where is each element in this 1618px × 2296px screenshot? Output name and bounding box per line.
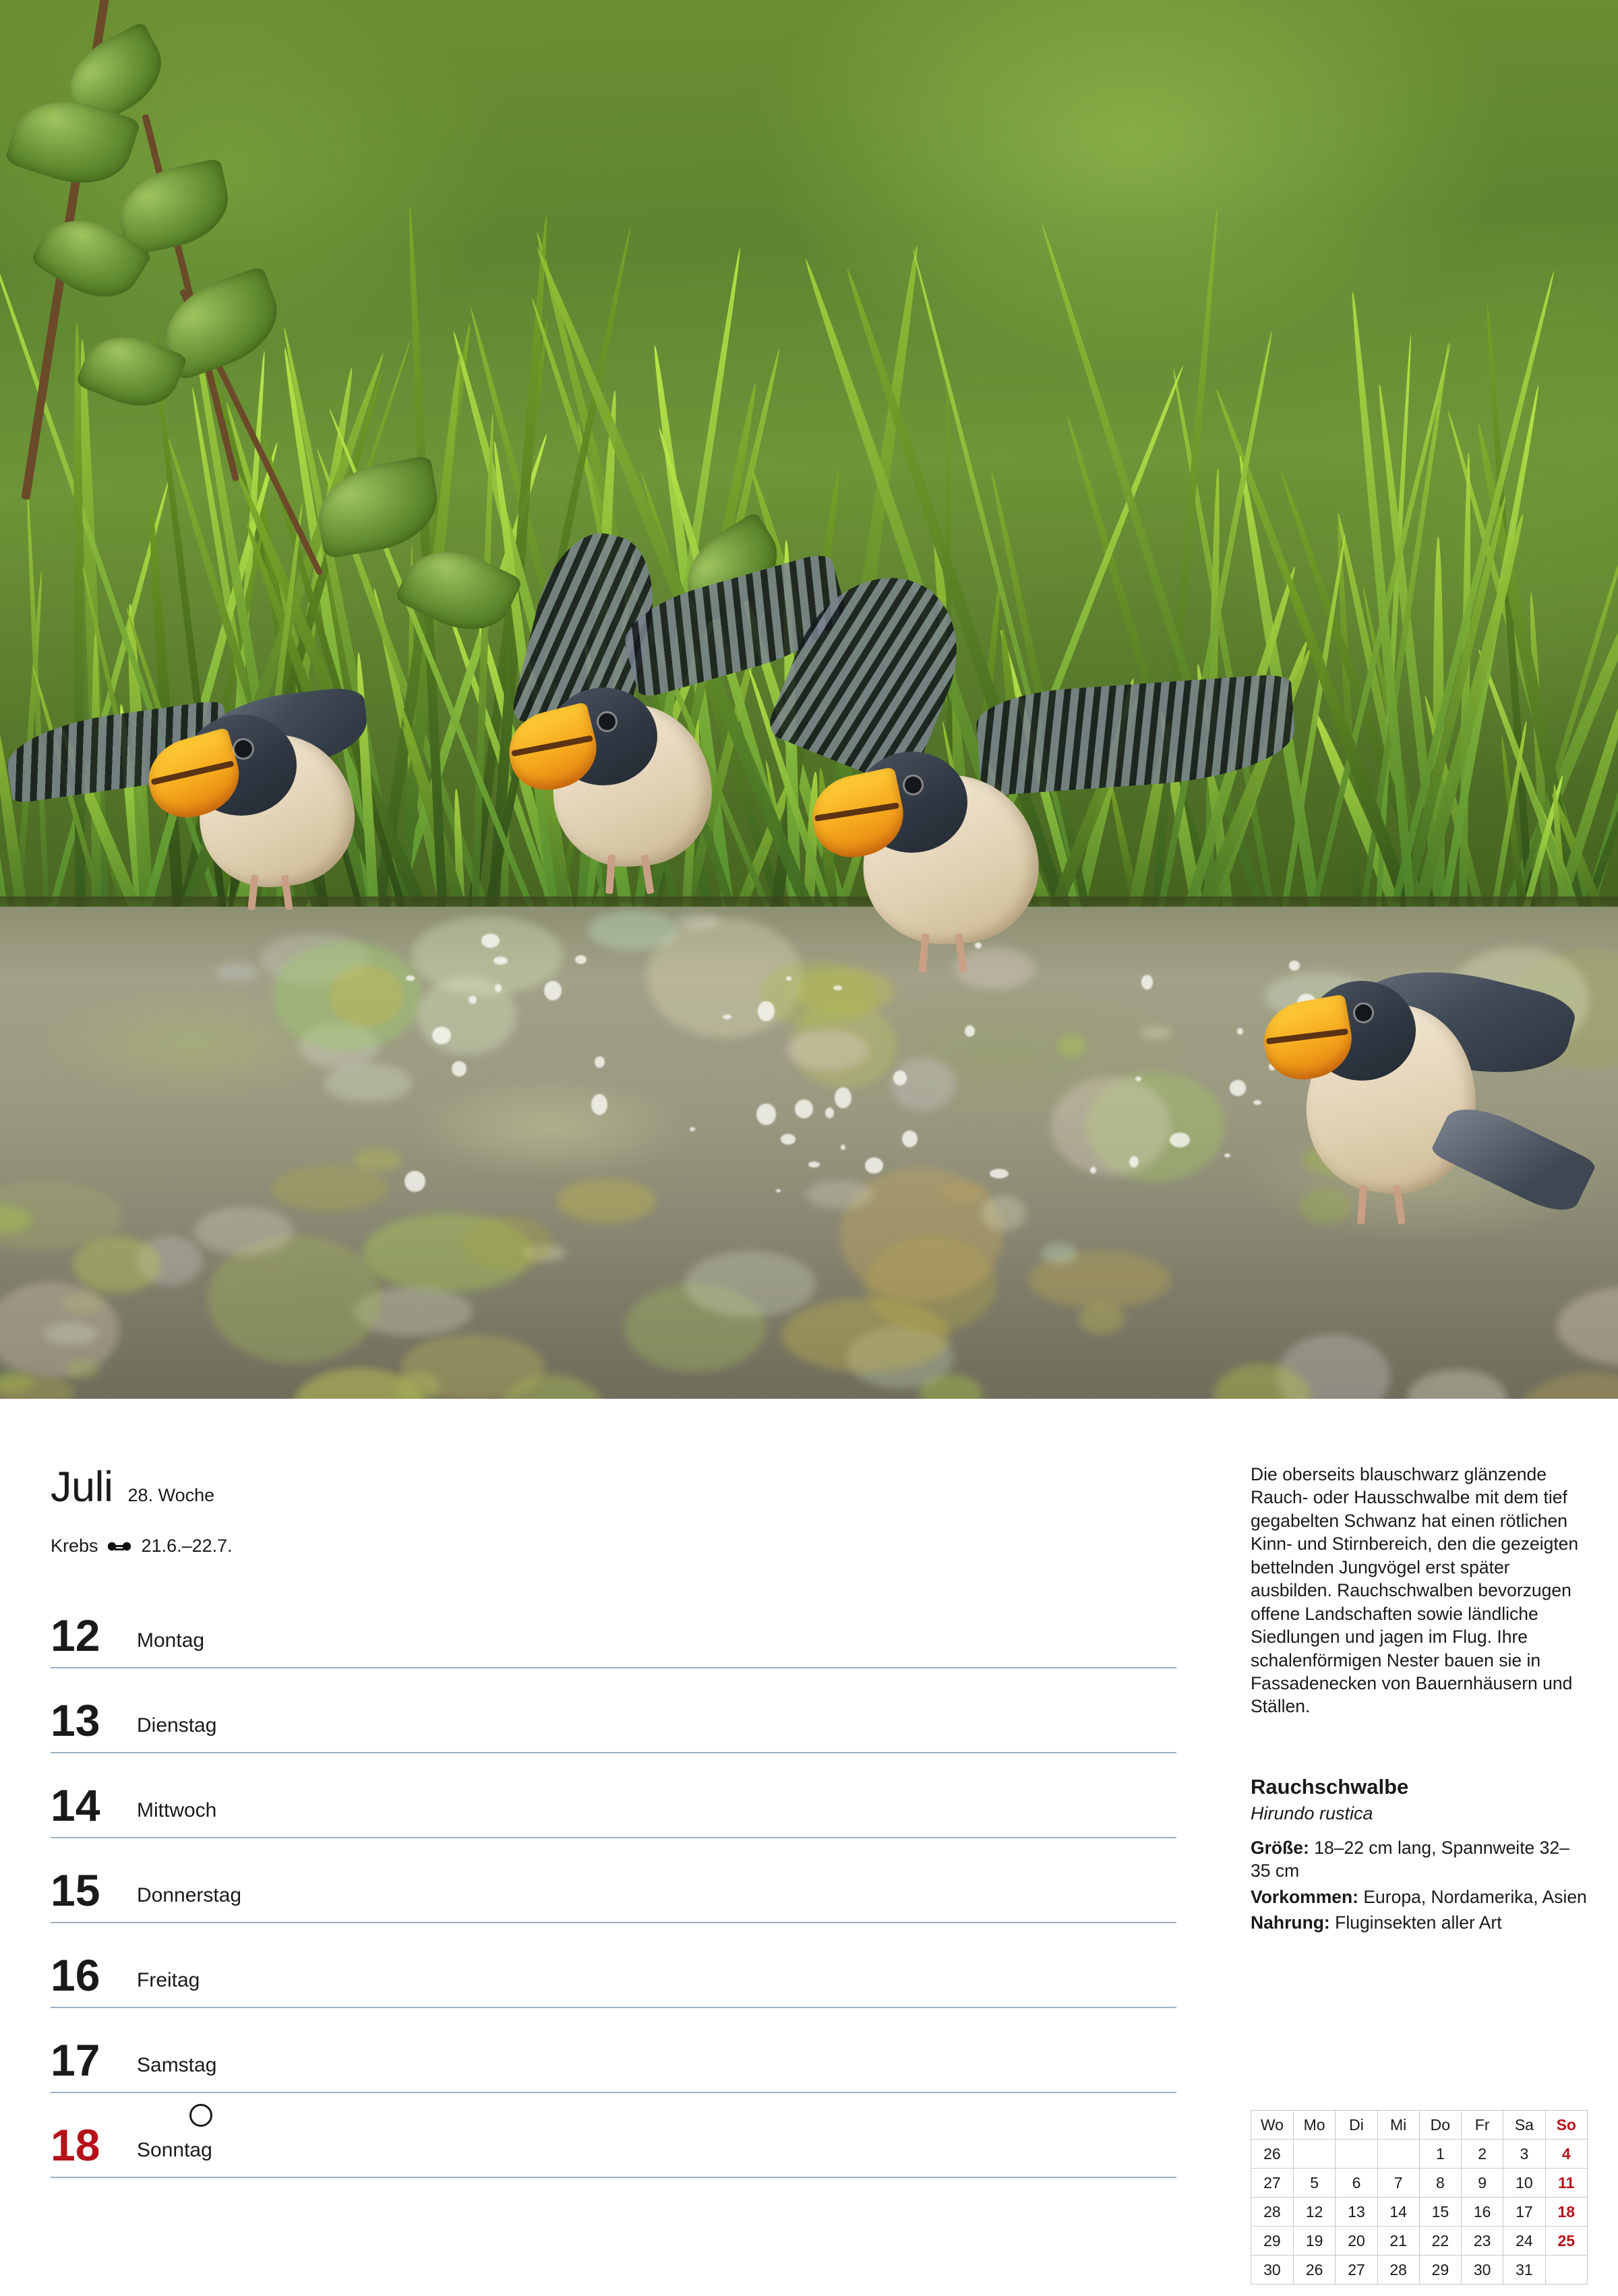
lichen-patch [0, 1376, 75, 1399]
lichen-patch [1408, 1370, 1507, 1399]
mini-calendar-day-cell[interactable]: 4 [1545, 2140, 1587, 2169]
mini-calendar-row [1251, 2227, 1588, 2256]
eye [599, 713, 616, 730]
mini-calendar-header-cell: Sa [1503, 2111, 1545, 2140]
swallow-fledgling-4 [1234, 924, 1611, 1281]
lichen-patch [938, 1183, 988, 1201]
mini-calendar-day-cell[interactable] [1293, 2140, 1336, 2169]
day-number: 16 [51, 1950, 100, 2000]
lichen-patch [353, 1149, 401, 1172]
wall-speck [902, 1130, 918, 1147]
lichen-patch [463, 1216, 552, 1270]
fact-row [1251, 1911, 1588, 1934]
lichen-patch [417, 977, 516, 1055]
wall-speck [865, 1157, 883, 1174]
mini-calendar-row [1251, 2140, 1588, 2169]
lichen-patch [684, 1251, 816, 1317]
wall-speck [893, 1070, 907, 1085]
fact-label: Größe: [1251, 1837, 1309, 1858]
wall-speck [835, 1087, 851, 1108]
day-list [51, 1583, 1176, 2178]
zodiac-row [51, 1536, 1176, 1557]
day-row[interactable] [51, 1923, 1176, 2008]
fact-value: 18–22 cm lang, Spannweite 32–35 cm [1251, 1837, 1569, 1881]
wall-speck [795, 1099, 814, 1118]
mini-calendar-day-cell[interactable]: 19 [1293, 2227, 1336, 2256]
mini-calendar-day-cell[interactable]: 29 [1419, 2256, 1461, 2285]
lichen-patch [786, 1030, 868, 1070]
mini-calendar-day-cell[interactable]: 1 [1419, 2140, 1461, 2169]
mini-calendar-day-cell[interactable]: 20 [1336, 2227, 1377, 2256]
lichen-patch [1051, 1077, 1171, 1176]
leg [1357, 1185, 1367, 1225]
mini-calendar-day-cell[interactable]: 23 [1462, 2227, 1503, 2256]
lichen-patch [0, 1282, 119, 1378]
day-name: Donnerstag [137, 1884, 242, 1906]
lichen-patch [324, 1063, 412, 1102]
mini-calendar-day-cell[interactable]: 24 [1503, 2227, 1545, 2256]
lichen-patch [1058, 1035, 1086, 1056]
day-name: Freitag [137, 1969, 200, 1991]
lichen-patch [806, 1180, 874, 1209]
wall-speck [756, 1104, 776, 1125]
mini-calendar-header-cell: Do [1419, 2111, 1461, 2140]
mini-calendar-day-cell[interactable]: 16 [1462, 2198, 1503, 2227]
eye [905, 777, 922, 793]
mini-calendar-week-number: 27 [1251, 2169, 1294, 2198]
day-row[interactable] [51, 1668, 1176, 1753]
wall-speck [808, 1161, 820, 1168]
eye [1355, 1004, 1372, 1021]
fact-label: Nahrung: [1251, 1912, 1330, 1933]
wall-speck [841, 1145, 845, 1150]
mini-calendar-day-cell[interactable]: 7 [1377, 2169, 1419, 2198]
species-panel [1251, 1463, 1588, 1937]
fact-row [1251, 1885, 1588, 1908]
mini-calendar-day-cell[interactable]: 3 [1503, 2140, 1545, 2169]
tail [1430, 1095, 1597, 1220]
lichen-patch [1140, 1027, 1171, 1039]
new-moon-icon [189, 2104, 212, 2127]
lichen-patch [1508, 1372, 1618, 1399]
wall-speck [432, 1027, 451, 1044]
wall-speck [469, 996, 477, 1004]
week-panel [51, 1463, 1176, 2178]
day-row[interactable] [51, 1753, 1176, 1838]
zodiac-name: Krebs [51, 1536, 98, 1556]
day-name: Dienstag [137, 1714, 217, 1736]
day-row[interactable] [51, 1583, 1176, 1668]
mini-calendar-day-cell[interactable]: 9 [1462, 2169, 1503, 2198]
mini-calendar-day-cell[interactable]: 15 [1419, 2198, 1461, 2227]
wing [765, 551, 982, 790]
mini-calendar-day-cell[interactable]: 18 [1545, 2198, 1587, 2227]
swallow-fledgling-3 [755, 573, 1294, 1018]
mini-calendar-row [1251, 2256, 1588, 2285]
day-name: Montag [137, 1629, 205, 1652]
lichen-patch [1041, 1243, 1077, 1264]
mini-calendar-day-cell[interactable]: 30 [1462, 2256, 1503, 2285]
mini-calendar-header-row [1251, 2111, 1588, 2140]
mini-calendar-header-cell: So [1545, 2111, 1587, 2140]
mini-calendar-day-cell[interactable]: 14 [1377, 2198, 1419, 2227]
wall-speck [825, 1108, 834, 1118]
mini-calendar-day-cell[interactable]: 21 [1377, 2227, 1419, 2256]
mini-calendar-day-cell[interactable]: 12 [1293, 2198, 1336, 2227]
wing [974, 673, 1297, 796]
mini-calendar-day-cell[interactable]: 26 [1293, 2256, 1336, 2285]
mini-calendar-day-cell[interactable]: 27 [1336, 2256, 1377, 2285]
lichen-patch [982, 1195, 1026, 1232]
wall-speck [781, 1134, 796, 1145]
mini-calendar-day-cell[interactable]: 25 [1545, 2227, 1587, 2256]
wall-speck [544, 981, 562, 1001]
mini-calendar-day-cell[interactable]: 13 [1336, 2198, 1377, 2227]
day-number: 13 [51, 1695, 100, 1745]
lichen-patch [73, 1236, 161, 1292]
day-number: 14 [51, 1780, 100, 1830]
mini-calendar-row [1251, 2169, 1588, 2198]
mini-calendar-day-cell[interactable] [1377, 2140, 1419, 2169]
mini-calendar-day-cell[interactable]: 11 [1545, 2169, 1587, 2198]
wall-speck [1129, 1156, 1139, 1168]
wall-speck [776, 1189, 781, 1192]
fact-value: Europa, Nordamerika, Asien [1358, 1886, 1587, 1907]
lichen-patch [781, 1298, 951, 1372]
fact-label: Vorkommen: [1251, 1886, 1359, 1907]
wall-speck [990, 1169, 1008, 1178]
mini-calendar-week-number: 29 [1251, 2227, 1294, 2256]
mini-calendar-day-cell[interactable]: 5 [1293, 2169, 1336, 2198]
mini-calendar-week-number: 26 [1251, 2140, 1294, 2169]
day-row[interactable] [51, 2008, 1176, 2093]
mini-calendar-day-cell[interactable]: 22 [1419, 2227, 1461, 2256]
mini-calendar-day-cell[interactable]: 28 [1377, 2256, 1419, 2285]
day-number: 18 [51, 2120, 100, 2170]
fact-row [1251, 1836, 1588, 1883]
mini-calendar-day-cell[interactable]: 10 [1503, 2169, 1545, 2198]
calendar-content [0, 1399, 1618, 2296]
wall-speck [690, 1127, 694, 1131]
zodiac-range: 21.6.–22.7. [141, 1536, 233, 1556]
lichen-patch [272, 1166, 388, 1211]
month-name: Juli [51, 1463, 113, 1511]
day-name: Samstag [137, 2054, 217, 2076]
day-number: 15 [51, 1865, 100, 1915]
swallow-fledgling-1 [81, 688, 431, 971]
wall-speck [404, 1171, 425, 1192]
mini-calendar-day-cell[interactable] [1545, 2256, 1587, 2285]
mini-calendar-header-cell: Di [1336, 2111, 1377, 2140]
eye [235, 740, 252, 758]
mini-calendar-day-cell[interactable]: 8 [1419, 2169, 1461, 2198]
day-name: Sonntag [137, 2139, 212, 2161]
mini-calendar-day-cell[interactable]: 6 [1336, 2169, 1377, 2198]
lichen-patch [328, 965, 404, 1027]
mini-calendar-day-cell[interactable]: 2 [1462, 2140, 1503, 2169]
species-name: Rauchschwalbe [1251, 1774, 1409, 1799]
mini-calendar-day-cell[interactable] [1336, 2140, 1377, 2169]
lichen-patch [65, 1359, 99, 1379]
week-number-label: 28. Woche [127, 1485, 215, 1505]
fact-value: Fluginsekten aller Art [1329, 1912, 1502, 1933]
wall-speck [595, 1056, 605, 1068]
mini-calendar-header-cell: Mo [1293, 2111, 1336, 2140]
species-latin-name: Hirundo rustica [1251, 1803, 1373, 1823]
wall-speck [452, 1061, 467, 1077]
mini-calendar-day-cell[interactable]: 17 [1503, 2198, 1545, 2227]
day-row[interactable] [51, 2093, 1176, 2178]
species-facts [1251, 1836, 1588, 1935]
wall-speck [1224, 1153, 1230, 1158]
mini-calendar-row [1251, 2198, 1588, 2227]
lichen-patch [1557, 1287, 1618, 1366]
wall-speck [591, 1094, 607, 1115]
mini-calendar-week-number: 28 [1251, 2198, 1294, 2227]
day-row[interactable] [51, 1838, 1176, 1923]
mini-calendar-header-cell: Mi [1377, 2111, 1419, 2140]
lichen-patch [557, 1179, 655, 1223]
mini-calendar-week-number: 30 [1251, 2256, 1294, 2285]
mini-calendar-day-cell[interactable]: 31 [1503, 2256, 1545, 2285]
wall-speck [965, 1025, 975, 1037]
mini-calendar-header-cell: Wo [1251, 2111, 1294, 2140]
species-description: Die oberseits blauschwarz glänzende Rauch- oder Hausschwalbe mit dem tief gegabelten Schwanz hat einen rötlichen Kinn- und Stirnbereich, den die gezeigten bettelnden Jungvögel erst später ausbilden. Rauchschwalben bevorzugen offene Landschaften sowie ländliche Siedlungen und jagen im Flug. Ihre schalenförmigen Nester bauen sie in Fassadenecken von Bauernhäusern und Ställen. [1251, 1464, 1579, 1717]
day-number: 12 [51, 1610, 100, 1660]
month-header [51, 1463, 1176, 1511]
mini-month-calendar [1251, 2110, 1588, 2285]
cancer-icon [107, 1538, 133, 1555]
wall-speck [1170, 1132, 1190, 1147]
day-number: 17 [51, 2035, 100, 2085]
lichen-patch [1079, 1304, 1125, 1334]
mini-calendar-header-cell: Fr [1462, 2111, 1503, 2140]
day-name: Mittwoch [137, 1799, 217, 1821]
